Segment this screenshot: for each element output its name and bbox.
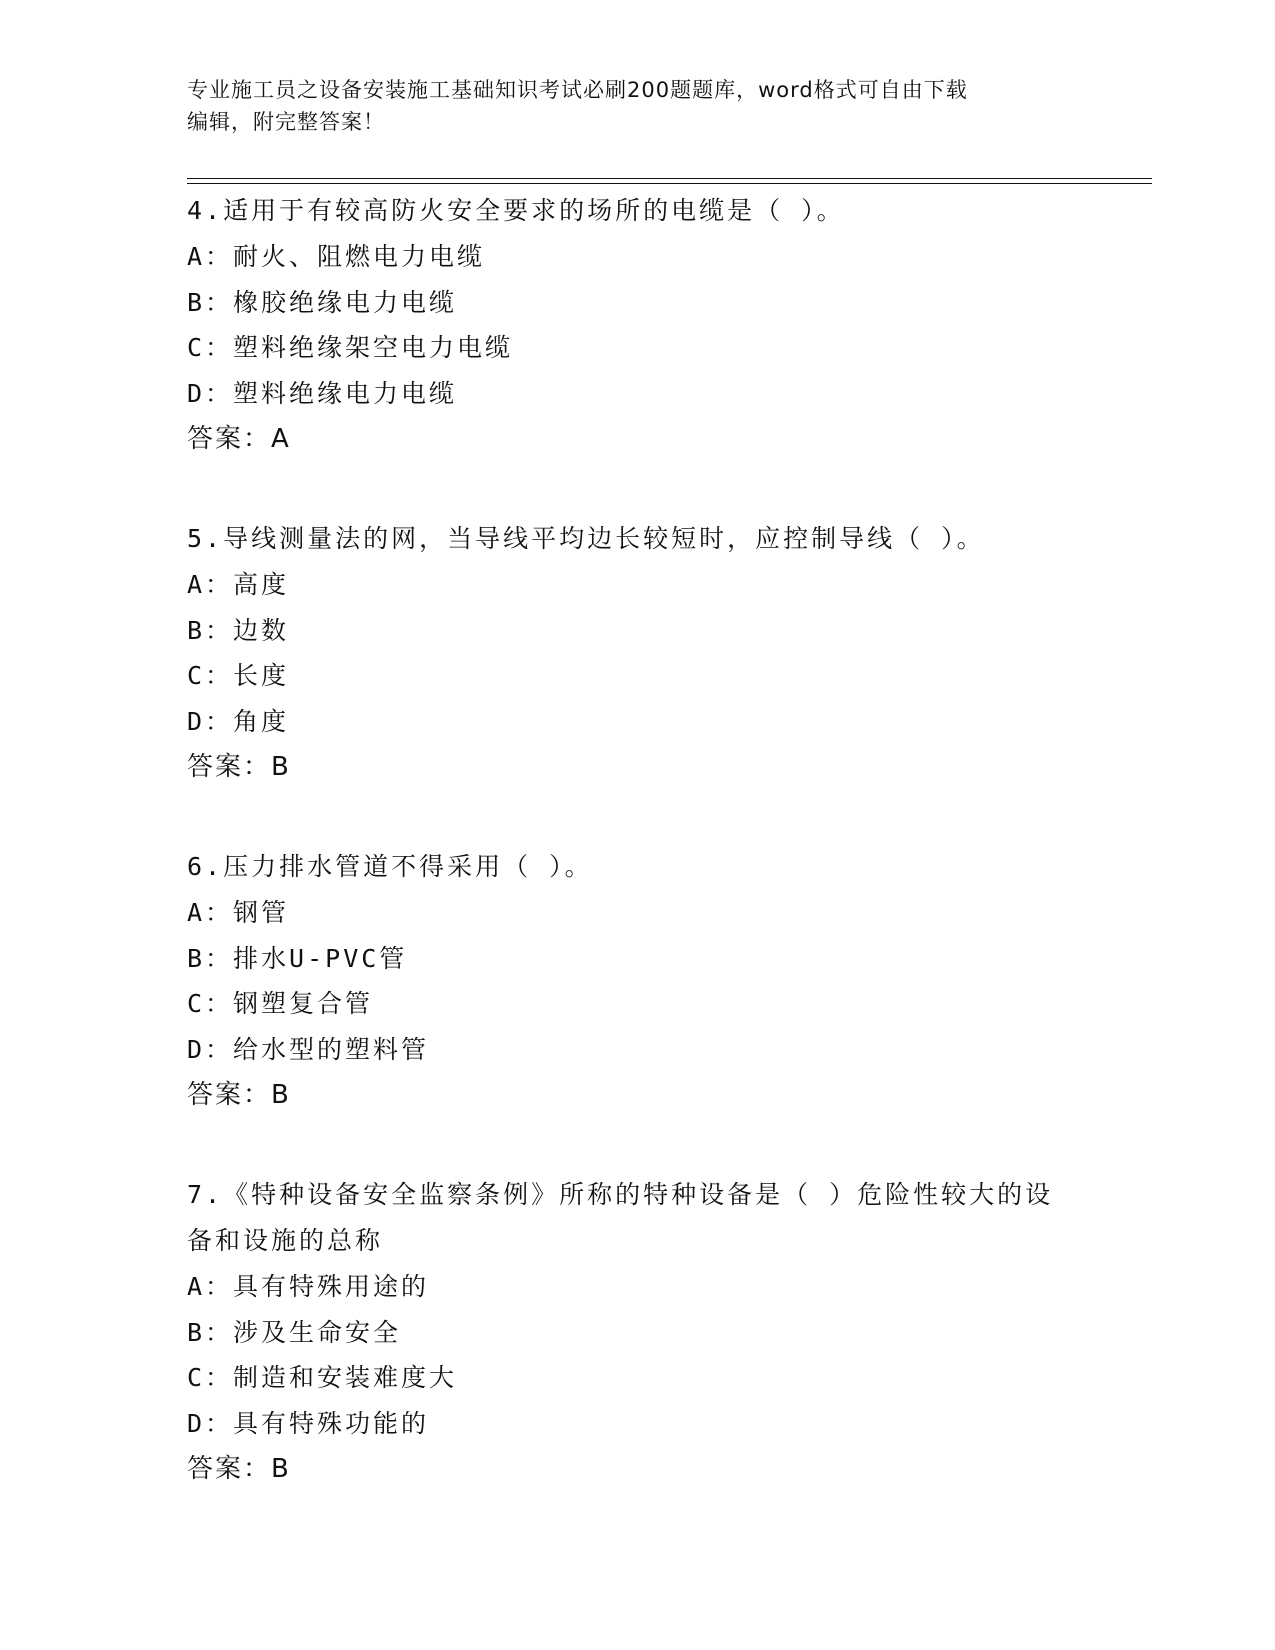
answer-value: B — [271, 1080, 291, 1110]
option-b: B：涉及生命安全 — [187, 1317, 402, 1347]
answer-line — [187, 1446, 1087, 1492]
option-d: D：给水型的塑料管 — [187, 1034, 430, 1064]
document-header — [187, 74, 1087, 138]
answer-label: 答案： — [187, 424, 272, 454]
option-b: B：边数 — [187, 615, 290, 645]
answer-line — [187, 744, 1087, 790]
header-line-1: 专业施工员之设备安装施工基础知识考试必刷200题题库，word格式可自由下载 — [187, 78, 968, 102]
question-list — [187, 188, 1087, 1546]
question-title: 5.导线测量法的网，当导线平均边长较短时，应控制导线（ ）。 — [187, 524, 985, 553]
answer-value: B — [271, 752, 291, 782]
answer-label: 答案： — [187, 1080, 272, 1110]
question-4 — [187, 188, 1087, 462]
answer-value: A — [271, 424, 291, 454]
question-title: 4.适用于有较高防火安全要求的场所的电缆是（ ）。 — [187, 196, 845, 225]
question-7 — [187, 1172, 1087, 1492]
option-c: C：钢塑复合管 — [187, 989, 374, 1018]
option-a: A：具有特殊用途的 — [187, 1272, 430, 1301]
option-b: B：排水U-PVC管 — [187, 943, 408, 973]
header-divider-bottom — [187, 183, 1152, 184]
question-title-line-1: 7.《特种设备安全监察条例》所称的特种设备是（ ）危险性较大的设 — [187, 1180, 1054, 1209]
option-a: A：耐火、阻燃电力电缆 — [187, 242, 486, 271]
option-a: A：钢管 — [187, 898, 290, 927]
option-d: D：具有特殊功能的 — [187, 1408, 430, 1438]
option-c: C：长度 — [187, 661, 290, 690]
answer-line — [187, 416, 1087, 462]
option-d: D：塑料绝缘电力电缆 — [187, 378, 458, 408]
option-b: B：橡胶绝缘电力电缆 — [187, 287, 458, 317]
answer-value: B — [271, 1454, 291, 1484]
header-divider-top — [187, 178, 1152, 179]
question-title-line-2: 备和设施的总称 — [187, 1226, 384, 1255]
question-5 — [187, 516, 1087, 790]
question-title: 6.压力排水管道不得采用（ ）。 — [187, 852, 593, 881]
option-c: C：制造和安装难度大 — [187, 1363, 458, 1392]
option-a: A：高度 — [187, 570, 290, 599]
option-d: D：角度 — [187, 706, 290, 736]
answer-label: 答案： — [187, 752, 272, 782]
question-6 — [187, 844, 1087, 1118]
answer-line — [187, 1072, 1087, 1118]
option-c: C：塑料绝缘架空电力电缆 — [187, 333, 514, 362]
answer-label: 答案： — [187, 1454, 272, 1484]
header-line-2: 编辑，附完整答案！ — [187, 110, 385, 134]
